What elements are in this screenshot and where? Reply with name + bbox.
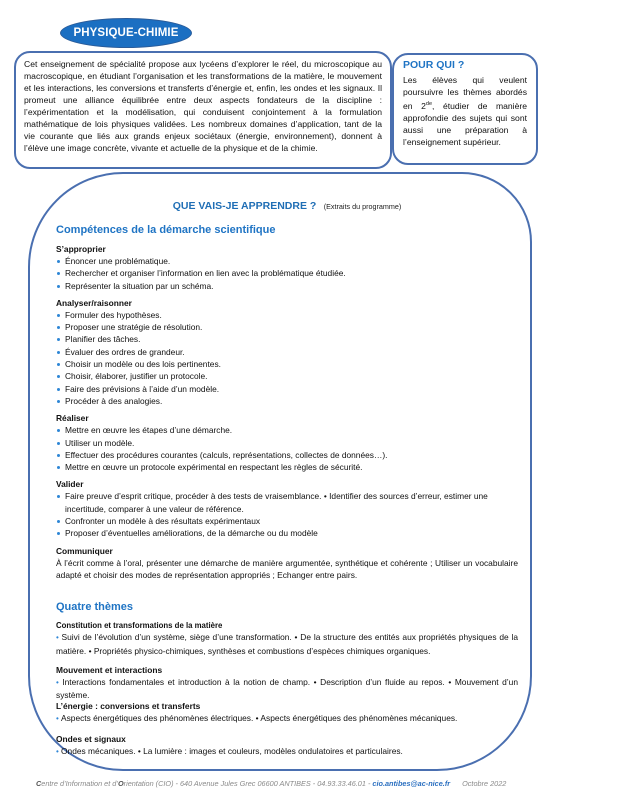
footer-text-1: entre d’Information et d’ bbox=[41, 779, 118, 788]
program-heading bbox=[56, 196, 518, 214]
theme-title: Mouvement et interactions bbox=[56, 664, 163, 675]
bullet-icon: • bbox=[56, 677, 63, 687]
list-item: Planifier des tâches. bbox=[56, 333, 518, 345]
intro-box bbox=[14, 51, 392, 169]
theme-title: Constitution et transformations de la matière bbox=[56, 621, 223, 631]
theme-text: Interactions fondamentales et introduction à la notion de champ. • Description d’un fluide au repos. • Mouvement d’un système. bbox=[56, 676, 518, 701]
group-title: Réaliser bbox=[56, 413, 89, 424]
group-title: S’approprier bbox=[56, 244, 106, 254]
group-title: Analyser/raisonner bbox=[56, 297, 132, 308]
footer-date: Octobre 2022 bbox=[462, 779, 507, 788]
list-item: Choisir, élaborer, justifier un protocole. bbox=[56, 370, 518, 382]
footer-text-2: rientation (CIO) - 640 Avenue Jules Grec 06600 ANTIBES - 04.93.33.46.01 - bbox=[123, 779, 373, 788]
pour-qui-sup: de bbox=[425, 101, 433, 107]
footer bbox=[36, 779, 596, 788]
theme-energie bbox=[56, 701, 518, 725]
pour-qui-text-a: Les élèves qui veulent poursuivre les thèmes abordés en 2 bbox=[403, 75, 527, 111]
theme-matiere bbox=[56, 621, 518, 657]
list-item: Rechercher et organiser l’information en lien avec la problématique étudiée. bbox=[56, 267, 518, 279]
bullet-icon: • bbox=[56, 714, 62, 724]
theme-mouvement bbox=[56, 665, 518, 702]
list-item: Mettre en œuvre les étapes d’une démarche. bbox=[56, 424, 518, 436]
list-item: Proposer d’éventuelles améliorations, de la démarche ou du modèle bbox=[56, 527, 518, 539]
page-title-badge bbox=[60, 18, 192, 48]
pour-qui-box bbox=[392, 53, 538, 165]
list-item: Effectuer des procédures courantes (calculs, représentations, collectes de données…). bbox=[56, 449, 518, 461]
group-sapproprier bbox=[56, 244, 518, 292]
pour-qui-text bbox=[403, 74, 527, 148]
bullet-icon: • bbox=[56, 633, 62, 643]
pour-qui-title: POUR QUI ? bbox=[403, 59, 465, 71]
group-communiquer bbox=[56, 546, 518, 582]
group-valider bbox=[56, 479, 518, 539]
list-item: Formuler des hypothèses. bbox=[56, 309, 518, 321]
theme-title: L’énergie : conversions et transferts bbox=[56, 701, 201, 712]
program-heading-title: QUE VAIS-JE APPRENDRE ? bbox=[172, 200, 317, 212]
program-content bbox=[56, 196, 518, 764]
list-item: Choisir un modèle ou des lois pertinentes. bbox=[56, 358, 518, 370]
themes-title: Quatre thèmes bbox=[56, 601, 134, 614]
group-analyser bbox=[56, 298, 518, 407]
footer-initial-o: O bbox=[117, 779, 124, 788]
list-item: Évaluer des ordres de grandeur. bbox=[56, 346, 518, 358]
footer-email-link[interactable]: cio.antibes@ac-nice.fr bbox=[372, 779, 451, 788]
group-title: Communiquer bbox=[56, 545, 113, 556]
footer-initial-c: C bbox=[36, 779, 42, 788]
list-item: Proposer une stratégie de résolution. bbox=[56, 321, 518, 333]
list-item: Représenter la situation par un schéma. bbox=[56, 280, 518, 292]
bullet-icon: • bbox=[56, 746, 62, 756]
program-heading-note: (Extraits du programme) bbox=[323, 202, 402, 211]
list-item: Énoncer une problématique. bbox=[56, 255, 518, 267]
list-item: Confronter un modèle à des résultats expérimentaux bbox=[56, 515, 518, 527]
theme-ondes bbox=[56, 734, 518, 758]
page-title: PHYSIQUE-CHIMIE bbox=[73, 27, 179, 39]
theme-text: Suivi de l’évolution d’un système, siège d’une transformation. • De la structure des entités aux propriétés physiques de la matière. • Propriétés physico-chimiques, synthèses et combustions d’espèces chimiques organiques. bbox=[56, 632, 519, 656]
list-item: Faire preuve d’esprit critique, procéder à des tests de vraisemblance. • Identifier des sources d’erreur, estimer une incertitude, comparer à une valeur de référence. bbox=[56, 490, 518, 515]
list-item: Utiliser un modèle. bbox=[56, 437, 518, 449]
pour-qui-text-b: , étudier de manière approfondie des sujets qui sont aussi une préparation à l’enseignement supérieur. bbox=[403, 100, 527, 147]
group-realiser bbox=[56, 413, 518, 473]
intro-text: Cet enseignement de spécialité propose aux lycéens d’explorer le réel, du microscopique au macroscopique, en étudiant l’organisation et les transformations de la matière, le mouvement et les interactions, les conversions et transferts d’énergie et, enfin, les ondes et les signaux. Il promeut une alliance équilibrée entre deux aspects fondateurs de la discipline : l’expérimentation et la modélisation, qui conduisent conjointement à la formulation mathématique de lois physiques validées. Les nombreux domaines d’application, tant de la vie courante que liés aux grands enjeux sociétaux (énergie, environnement), donnent à l’élève une image concrète, vivante et actuelle de la physique et de la chimie. bbox=[24, 59, 382, 153]
list-item: Faire des prévisions à l’aide d’un modèle. bbox=[56, 383, 518, 395]
theme-text: Aspects énergétiques des phénomènes électriques. • Aspects énergétiques des phénomènes mécaniques. bbox=[61, 713, 458, 724]
group-title: Valider bbox=[56, 479, 84, 490]
theme-text: Ondes mécaniques. • La lumière : images et couleurs, modèles ondulatoires et particulaires. bbox=[61, 745, 403, 756]
list-item: Procéder à des analogies. bbox=[56, 395, 518, 407]
list-item: Mettre en œuvre un protocole expérimental en respectant les règles de sécurité. bbox=[56, 461, 518, 473]
competences-title: Compétences de la démarche scientifique bbox=[56, 224, 276, 236]
theme-title: Ondes et signaux bbox=[56, 733, 126, 744]
communiquer-text: À l’écrit comme à l’oral, présenter une démarche de manière argumentée, synthétique et cohérente ; Utiliser un vocabulaire adapté et choisir des modes de représentation appropriés ; Echanger entre pairs. bbox=[56, 557, 518, 580]
